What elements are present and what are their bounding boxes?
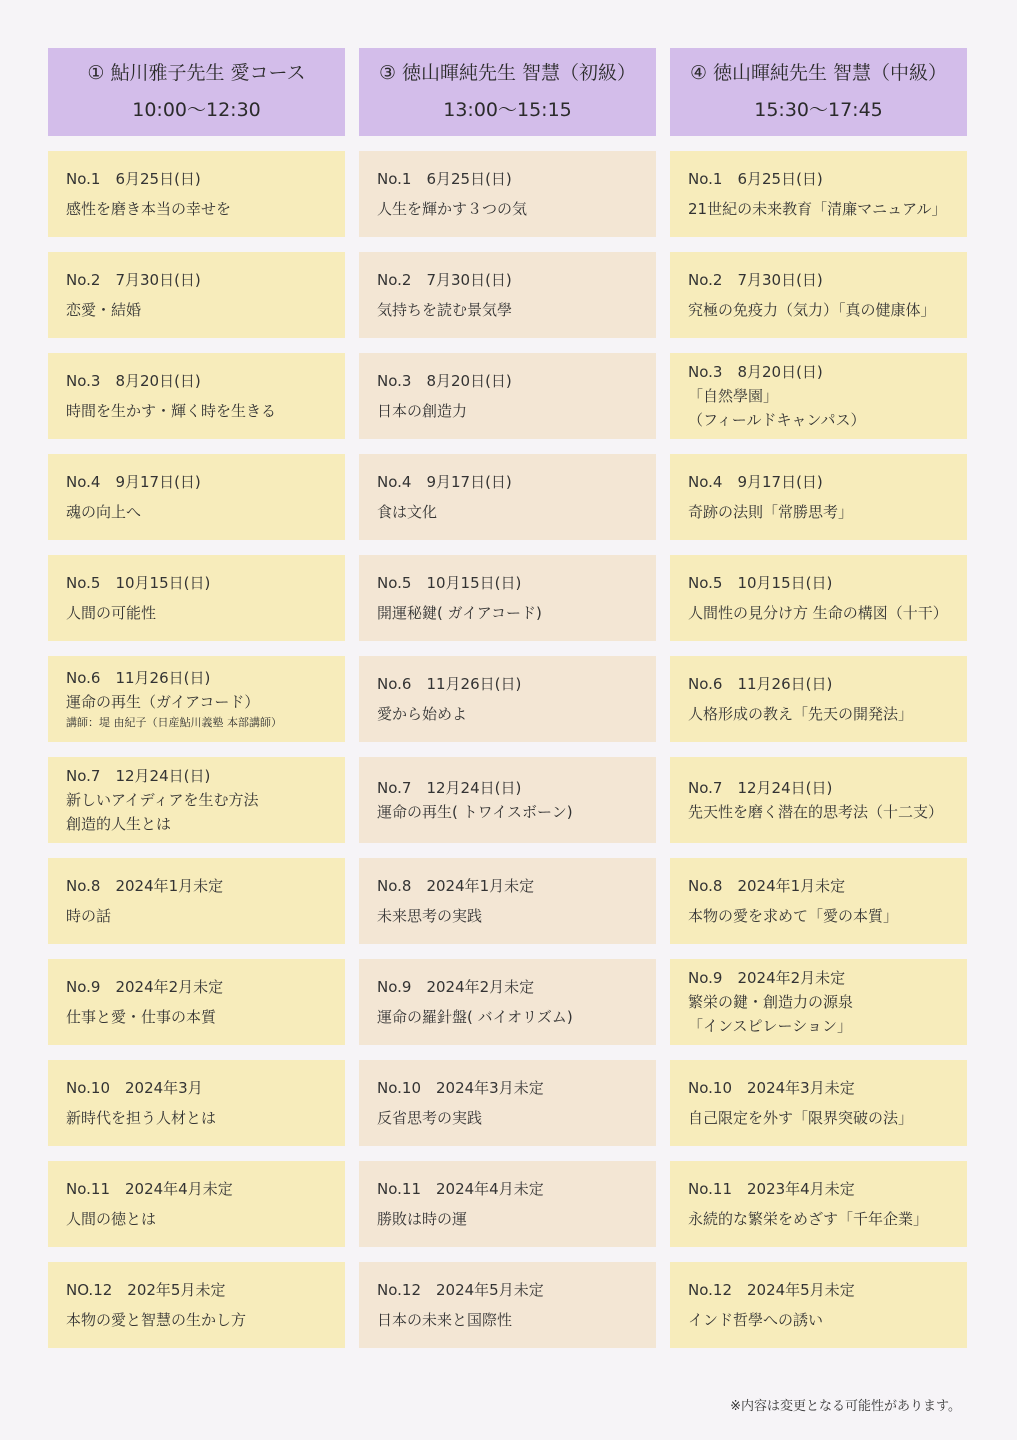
session-topic: 開運秘鍵( ガイアコード) (377, 604, 542, 622)
session-date: No.10 2024年3月 (66, 1079, 203, 1097)
session-date: No.1 6月25日(日) (377, 170, 512, 188)
session-cell (48, 1060, 345, 1146)
session-topic: 勝敗は時の運 (377, 1210, 468, 1228)
session-topic: 仕事と愛・仕事の本質 (66, 1008, 217, 1026)
session-date: No.11 2023年4月未定 (688, 1180, 855, 1198)
session-cell (670, 151, 967, 237)
session-topic: 愛から始めよ (377, 705, 468, 723)
session-cell (359, 454, 656, 540)
session-cell (670, 1161, 967, 1247)
session-topic: 人間の徳とは (66, 1210, 157, 1228)
session-date: No.4 9月17日(日) (688, 473, 823, 491)
session-date: No.2 7月30日(日) (66, 271, 201, 289)
course-time: 13:00〜15:15 (443, 99, 572, 121)
session-topic: 奇跡の法則「常勝思考」 (688, 503, 854, 521)
session-date: No.5 10月15日(日) (688, 574, 833, 592)
session-date: No.7 12月24日(日) (377, 779, 522, 797)
schedule-grid (48, 48, 967, 1363)
session-date: No.3 8月20日(日) (688, 363, 823, 381)
session-topic: 運命の再生( トワイスボーン) (377, 803, 573, 821)
session-cell (359, 1060, 656, 1146)
session-date: No.10 2024年3月未定 (377, 1079, 544, 1097)
session-date: No.12 2024年5月未定 (688, 1281, 855, 1299)
course-title: ④ 徳山暉純先生 智慧（中級） (689, 61, 948, 84)
session-topic: 本物の愛と智慧の生かし方 (66, 1311, 247, 1329)
session-date: No.3 8月20日(日) (66, 372, 201, 390)
session-lecturer-note: 講師：堤 由紀子（日産鮎川義塾 本部講師） (66, 716, 282, 729)
session-date: No.4 9月17日(日) (66, 473, 201, 491)
session-cell (670, 1060, 967, 1146)
session-topic: 日本の創造力 (377, 402, 468, 420)
session-date: No.7 12月24日(日) (688, 779, 833, 797)
session-date: No.5 10月15日(日) (377, 574, 522, 592)
session-date: No.8 2024年1月未定 (66, 877, 224, 895)
session-cell (670, 959, 967, 1045)
session-cell (48, 959, 345, 1045)
session-cell (359, 151, 656, 237)
session-cell (359, 757, 656, 843)
session-date: No.2 7月30日(日) (377, 271, 512, 289)
session-date: No.12 2024年5月未定 (377, 1281, 544, 1299)
session-cell (670, 555, 967, 641)
session-date: No.4 9月17日(日) (377, 473, 512, 491)
session-cell (359, 959, 656, 1045)
session-topic: 「自然學園」 (688, 387, 779, 405)
course-title: ③ 徳山暉純先生 智慧（初級） (378, 61, 637, 84)
course-header (48, 48, 345, 136)
session-date: No.10 2024年3月未定 (688, 1079, 855, 1097)
course-time: 15:30〜17:45 (754, 99, 883, 121)
session-date: NO.12 202年5月未定 (66, 1281, 226, 1299)
session-topic: 人間性の見分け方 生命の構図（十干） (688, 604, 948, 622)
session-date: No.6 11月26日(日) (688, 675, 833, 693)
session-cell (670, 656, 967, 742)
session-topic: 究極の免疫力（気力）「真の健康体」 (688, 301, 936, 319)
session-cell (48, 555, 345, 641)
session-cell (670, 1262, 967, 1348)
session-cell (670, 858, 967, 944)
session-date: No.8 2024年1月未定 (377, 877, 535, 895)
session-cell (48, 757, 345, 843)
session-date: No.8 2024年1月未定 (688, 877, 846, 895)
footnote: ※内容は変更となる可能性があります。 (730, 1399, 961, 1414)
session-cell (48, 353, 345, 439)
session-topic: 気持ちを読む景気學 (377, 301, 513, 319)
session-topic: 先天性を磨く潜在的思考法（十二支） (688, 803, 944, 821)
session-topic: インド哲學への誘い (688, 1311, 824, 1329)
session-topic: 運命の羅針盤( バイオリズム) (377, 1008, 573, 1026)
session-cell (670, 454, 967, 540)
course-column (670, 48, 967, 1363)
session-cell (359, 656, 656, 742)
session-cell (48, 252, 345, 338)
session-cell (48, 1262, 345, 1348)
session-cell (48, 656, 345, 742)
session-cell (359, 252, 656, 338)
session-cell (48, 454, 345, 540)
session-topic: （フィールドキャンパス） (688, 411, 866, 429)
session-date: No.9 2024年2月未定 (66, 978, 224, 996)
session-cell (670, 252, 967, 338)
session-cell (48, 1161, 345, 1247)
session-date: No.6 11月26日(日) (66, 669, 211, 687)
session-topic: 魂の向上へ (66, 503, 142, 521)
session-date: No.5 10月15日(日) (66, 574, 211, 592)
session-topic: 恋愛・結婚 (66, 301, 142, 319)
course-title: ① 鮎川雅子先生 愛コース (87, 61, 306, 84)
session-topic: 人格形成の教え「先天の開発法」 (688, 705, 914, 723)
session-topic: 「インスピレーション」 (688, 1017, 852, 1035)
session-topic: 人間の可能性 (66, 604, 157, 622)
session-cell (359, 353, 656, 439)
session-date: No.9 2024年2月未定 (377, 978, 535, 996)
course-header (670, 48, 967, 136)
session-cell (359, 1161, 656, 1247)
session-topic: 永続的な繁栄をめざす「千年企業」 (688, 1210, 929, 1228)
session-topic: 21世紀の未来教育「清廉マニュアル」 (688, 200, 947, 218)
course-column (359, 48, 656, 1363)
session-cell (359, 555, 656, 641)
session-topic: 人生を輝かす３つの気 (377, 200, 528, 218)
session-date: No.2 7月30日(日) (688, 271, 823, 289)
session-topic: 運命の再生（ガイアコード） (66, 693, 260, 711)
session-topic: 日本の未来と国際性 (377, 1311, 513, 1329)
session-topic: 新時代を担う人材とは (66, 1109, 217, 1127)
course-time: 10:00〜12:30 (132, 99, 261, 121)
session-date: No.9 2024年2月未定 (688, 969, 846, 987)
session-cell (359, 858, 656, 944)
session-date: No.3 8月20日(日) (377, 372, 512, 390)
session-topic: 自己限定を外す「限界突破の法」 (688, 1109, 914, 1127)
session-topic: 反省思考の実践 (377, 1109, 483, 1127)
session-cell (670, 757, 967, 843)
session-cell (670, 353, 967, 439)
session-cell (48, 858, 345, 944)
session-topic: 食は文化 (377, 503, 438, 521)
session-topic: 新しいアイディアを生む方法 (66, 791, 259, 809)
session-date: No.11 2024年4月未定 (377, 1180, 544, 1198)
course-header (359, 48, 656, 136)
session-topic: 本物の愛を求めて「愛の本質」 (688, 907, 899, 925)
session-topic: 時間を生かす・輝く時を生きる (66, 402, 277, 420)
session-topic: 時の話 (66, 907, 112, 925)
session-date: No.6 11月26日(日) (377, 675, 522, 693)
session-date: No.1 6月25日(日) (688, 170, 823, 188)
course-column (48, 48, 345, 1363)
session-topic: 感性を磨き本当の幸せを (66, 200, 232, 218)
session-topic: 未来思考の実践 (377, 907, 483, 925)
session-date: No.11 2024年4月未定 (66, 1180, 233, 1198)
session-cell (359, 1262, 656, 1348)
session-date: No.7 12月24日(日) (66, 767, 211, 785)
session-topic: 繁栄の鍵・創造力の源泉 (688, 993, 854, 1011)
session-topic: 創造的人生とは (66, 815, 172, 833)
session-cell (48, 151, 345, 237)
session-date: No.1 6月25日(日) (66, 170, 201, 188)
